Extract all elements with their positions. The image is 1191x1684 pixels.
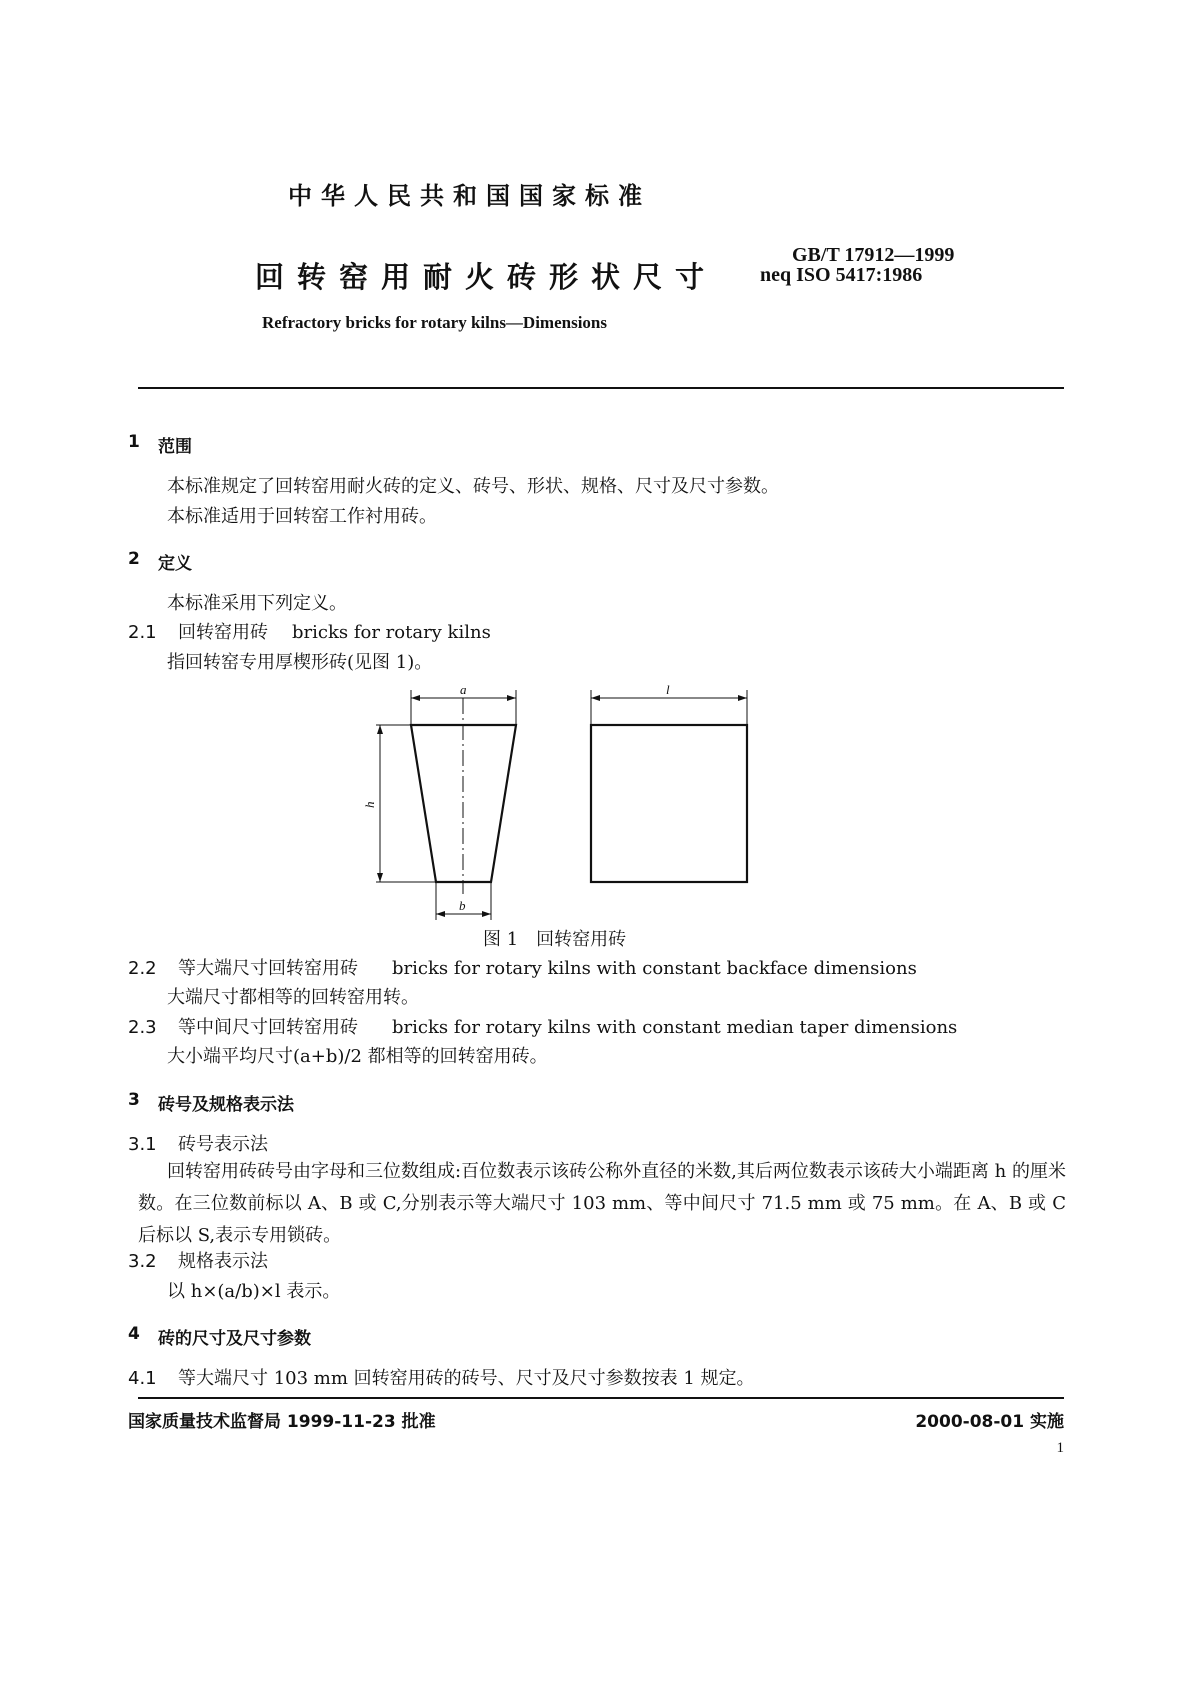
- figure-1-drawing: [0, 684, 1191, 944]
- standard-code-iso: neq ISO 5417:1986: [760, 264, 923, 286]
- section-2-intro: 本标准采用下列定义。: [167, 593, 347, 614]
- def-2-3-term: 等中间尺寸回转窑用砖: [178, 1017, 358, 1038]
- page-number: 1: [1056, 1440, 1064, 1456]
- section-2-title: 定义: [158, 554, 192, 574]
- figure-1-caption: 图 1 回转窑用砖: [483, 929, 627, 950]
- clause-3-2-paragraph: 以 h×(a/b)×l 表示。: [167, 1281, 341, 1302]
- def-2-1-definition: 指回转窑专用厚楔形砖(见图 1)。: [167, 652, 433, 673]
- label-b: b: [459, 898, 466, 913]
- section-3-title: 砖号及规格表示法: [158, 1095, 294, 1115]
- brick-side-view-outline: [591, 725, 747, 882]
- clause-3-1-number: 3.1: [128, 1134, 157, 1155]
- title-en: Refractory bricks for rotary kilns—Dimensions: [262, 313, 608, 332]
- section-4-title: 砖的尺寸及尺寸参数: [158, 1329, 311, 1349]
- def-2-1-number: 2.1: [128, 622, 157, 643]
- standard-code-gb: GB/T 17912—1999: [792, 244, 955, 266]
- def-2-3-definition: 大小端平均尺寸(a+b)/2 都相等的回转窑用砖。: [167, 1046, 548, 1067]
- title-cn: 回转窑用耐火砖形状尺寸: [255, 260, 718, 294]
- clause-3-1-title: 砖号表示法: [178, 1134, 268, 1155]
- header-rule: [138, 387, 1064, 389]
- footer-rule: [138, 1397, 1064, 1399]
- def-2-2-number: 2.2: [128, 958, 157, 979]
- clause-4-1-number: 4.1: [128, 1368, 157, 1389]
- approval-note: 国家质量技术监督局 1999-11-23 批准: [128, 1412, 436, 1432]
- section-1-number: 1: [128, 432, 140, 452]
- section-1-para-2: 本标准适用于回转窑工作衬用砖。: [167, 506, 437, 527]
- clause-3-2-title: 规格表示法: [178, 1251, 268, 1272]
- def-2-2-english: bricks for rotary kilns with constant backface dimensions: [392, 958, 917, 979]
- def-2-3-number: 2.3: [128, 1017, 157, 1038]
- def-2-1-term: 回转窑用砖: [178, 622, 268, 643]
- section-4-number: 4: [128, 1324, 140, 1344]
- national-standard-heading: 中华人民共和国国家标准: [288, 182, 651, 210]
- section-3-number: 3: [128, 1090, 140, 1110]
- section-2-number: 2: [128, 549, 140, 569]
- label-a: a: [460, 684, 467, 697]
- clause-3-1-paragraph: 回转窑用砖砖号由字母和三位数组成:百位数表示该砖公称外直径的米数,其后两位数表示该砖大小端距离 h 的厘米数。在三位数前标以 A、B 或 C,分别表示等大端尺寸 103 mm、等中间尺寸 71.5 mm 或 75 mm。在 A、B 或 C 后标以 S,表示专用锁砖。: [138, 1161, 1066, 1246]
- section-1-title: 范围: [158, 437, 192, 457]
- effective-date: 2000-08-01 实施: [915, 1412, 1064, 1432]
- def-2-2-definition: 大端尺寸都相等的回转窑用转。: [167, 987, 419, 1008]
- label-l: l: [666, 684, 670, 697]
- def-2-3-english: bricks for rotary kilns with constant median taper dimensions: [392, 1017, 958, 1038]
- label-h: h: [362, 801, 377, 808]
- section-1-para-1: 本标准规定了回转窑用耐火砖的定义、砖号、形状、规格、尺寸及尺寸参数。: [167, 476, 779, 497]
- clause-4-1-paragraph: 等大端尺寸 103 mm 回转窑用砖的砖号、尺寸及尺寸参数按表 1 规定。: [178, 1368, 755, 1389]
- def-2-1-english: bricks for rotary kilns: [292, 622, 491, 643]
- clause-3-2-number: 3.2: [128, 1251, 157, 1272]
- def-2-2-term: 等大端尺寸回转窑用砖: [178, 958, 358, 979]
